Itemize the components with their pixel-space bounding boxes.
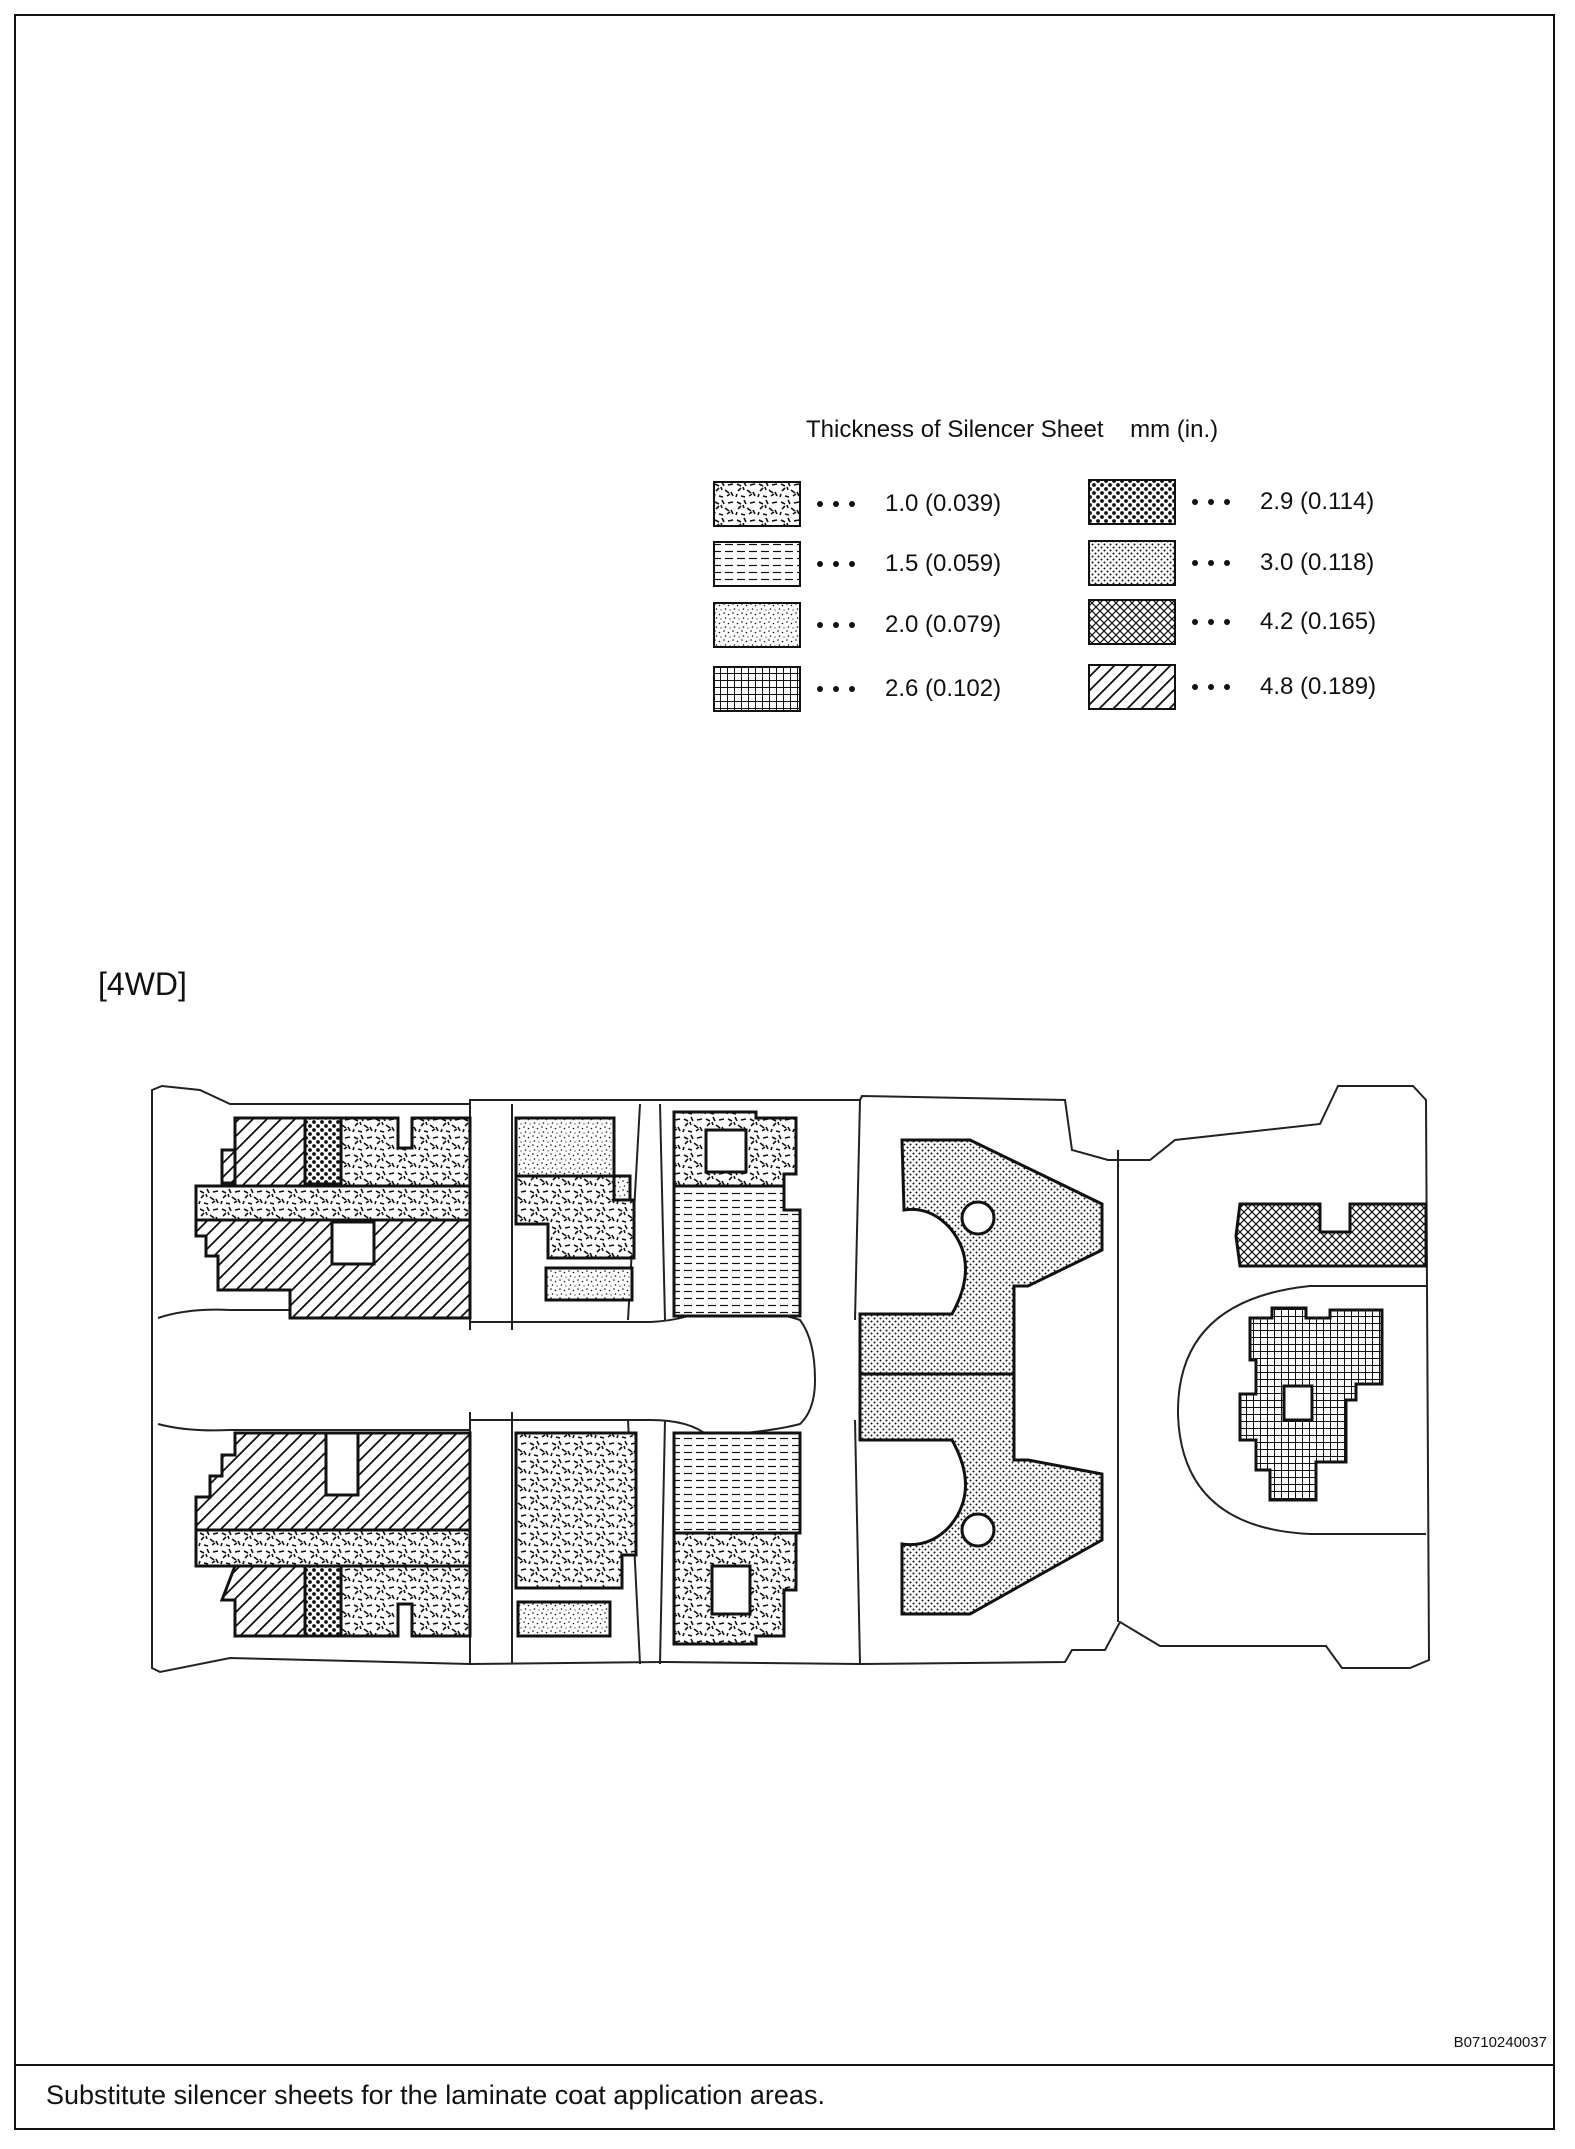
- legend-label: 3.0 (0.118): [1260, 549, 1375, 576]
- panel-center-tunnel: [860, 1140, 1102, 1614]
- variant-label: [4WD]: [98, 966, 187, 1002]
- panel-left-front-top: [196, 1118, 470, 1318]
- legend-label: 2.6 (0.102): [885, 675, 1002, 702]
- panel-left-front-bottom: [196, 1433, 470, 1636]
- legend-label: 4.8 (0.189): [1260, 673, 1377, 700]
- panel-rear-right: [1236, 1204, 1426, 1500]
- legend-label: 1.5 (0.059): [885, 550, 1002, 577]
- legend-label: 2.9 (0.114): [1260, 488, 1375, 515]
- legend-title: Thickness of Silencer Sheet mm (in.): [806, 416, 1219, 443]
- panel-middle-column-2: [674, 1112, 800, 1644]
- legend-label: 1.0 (0.039): [885, 490, 1002, 517]
- figure-caption: Substitute silencer sheets for the laminate coat application areas.: [46, 2080, 825, 2110]
- panel-middle-column-1: [516, 1118, 636, 1636]
- figure-code: B0710240037: [1453, 2034, 1547, 2051]
- legend-label: 2.0 (0.079): [885, 611, 1002, 638]
- legend-label: 4.2 (0.165): [1260, 608, 1377, 635]
